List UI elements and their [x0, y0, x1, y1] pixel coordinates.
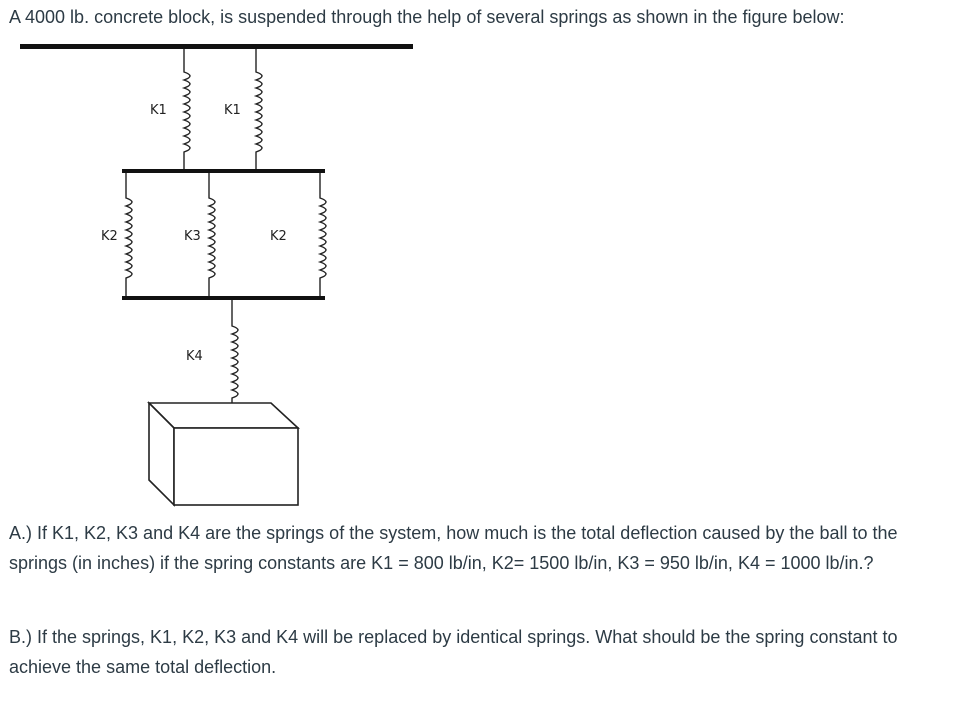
- spring-k1-left: [184, 49, 190, 170]
- label-k1-right: K1: [224, 103, 241, 118]
- ceiling-support: [20, 44, 413, 49]
- spring-k1-right: [256, 49, 262, 170]
- question-a: A.) If K1, K2, K3 and K4 are the springs of the system, how much is the total deflection caused by the ball to the springs (in inches) if the spring constants are K1 = 800 lb/in, K2= 1500 lb/in, K3 = 950 lb/in, K4 = 1000 lb/in.?: [9, 523, 898, 573]
- label-k2-left: K2: [101, 229, 118, 244]
- label-k1-left: K1: [150, 103, 167, 118]
- question-b: B.) If the springs, K1, K2, K3 and K4 will be replaced by identical springs. What should be the spring constant to achieve the same total deflection.: [9, 627, 898, 677]
- upper-crossbar: [122, 169, 325, 173]
- label-k2-right: K2: [270, 229, 287, 244]
- lower-crossbar: [122, 296, 325, 300]
- label-k3: K3: [184, 229, 201, 244]
- label-k4: K4: [186, 349, 203, 364]
- spring-k2-left: [126, 173, 132, 297]
- concrete-block: [149, 403, 298, 505]
- problem-intro: A 4000 lb. concrete block, is suspended through the help of several springs as shown in the figure below:: [9, 7, 845, 27]
- spring-k2-right: [320, 173, 326, 297]
- spring-k3: [209, 173, 215, 297]
